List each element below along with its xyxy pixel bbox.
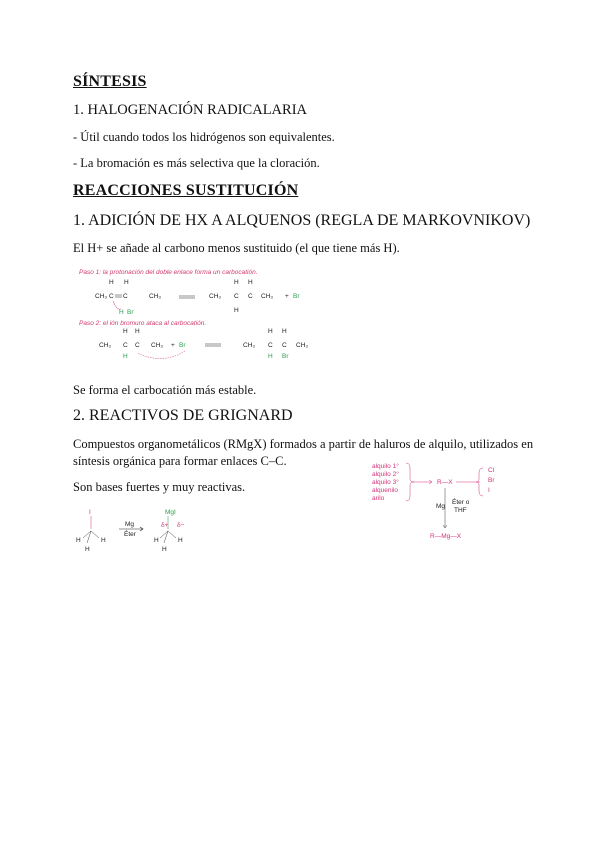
bromide-ion: Br (179, 342, 186, 349)
h-atom: H (154, 537, 159, 544)
h-atom: H (234, 307, 239, 314)
h-atom: H (248, 279, 253, 286)
carbon-atom: C (109, 293, 114, 300)
grignard-description-line1: Compuestos organometálicos (RMgX) formados a partir de haluros de alquilo, utilizados en (73, 437, 534, 451)
carbocation-text: Se forma el carbocatión más estable. (73, 383, 257, 397)
sustitucion-heading: REACCIONES SUSTITUCIÓN (73, 182, 299, 199)
carbon-atom: C (234, 293, 239, 300)
ch3-group: CH₃ (296, 342, 309, 349)
ch3-group: CH₃ (243, 342, 256, 349)
ch3-group: CH₃ (261, 293, 274, 300)
ether-solvent: Éter (124, 531, 136, 538)
alkyl-primary: alquilo 1° (372, 463, 399, 470)
ether-or: Éter o (452, 499, 470, 506)
h-atom: H (123, 328, 128, 335)
plus-sign: + (171, 342, 175, 349)
ch3-group: CH₃ (99, 342, 112, 349)
rx-halide: R—X (437, 479, 453, 486)
ch3-group: CH₃ (151, 342, 164, 349)
grignard-general-scheme (368, 462, 516, 542)
alkyl-tertiary: alquilo 3° (372, 479, 399, 486)
delta-plus: δ+ (161, 522, 169, 529)
h-atom: H (282, 328, 287, 335)
h-atom: H (123, 353, 128, 360)
grignard-formation-figure (73, 505, 203, 557)
sintesis-heading: SÍNTESIS (73, 73, 147, 90)
delta-minus: δ− (177, 522, 185, 529)
h-atom: H (101, 537, 106, 544)
alkenyl: alquenilo (372, 487, 399, 494)
mgi-group: MgI (165, 509, 176, 516)
step1-caption: Paso 1: la protonación del doble enlace forma un carbocatión. (79, 269, 258, 276)
halogen-br: Br (488, 477, 495, 484)
carbon-atom: C (268, 342, 273, 349)
markovnikov-rule-text: El H+ se añade al carbono menos sustituido (el que tiene más H). (73, 241, 400, 255)
carbon-atom: C (282, 342, 287, 349)
section-halogenacion: 1. HALOGENACIÓN RADICALARIA (73, 102, 307, 118)
bromine-atom: Br (127, 309, 134, 316)
h-atom: H (119, 309, 124, 316)
h-atom: H (109, 279, 114, 286)
h-atom: H (234, 279, 239, 286)
h-atom: H (162, 546, 167, 553)
plus-sign: + (285, 293, 289, 300)
h-atom: H (76, 537, 81, 544)
h-atom: H (85, 546, 90, 553)
mg-metal: Mg (436, 503, 446, 510)
bullet-hidrogenos: - Útil cuando todos los hidrógenos son equivalentes. (73, 130, 335, 144)
iodine-atom: I (89, 509, 91, 516)
alkyl-secondary: alquilo 2° (372, 471, 399, 478)
mg-reagent: Mg (125, 521, 135, 528)
aryl: arilo (372, 495, 385, 502)
ch3-group: CH₃ (95, 293, 108, 300)
h-atom: H (268, 353, 273, 360)
h-atom: H (124, 279, 129, 286)
thf-solvent: THF (454, 507, 467, 514)
h-atom: H (135, 328, 140, 335)
step2-caption: Paso 2: el ión bromuro ataca al carbocatión. (79, 320, 207, 327)
carbon-atom: C (123, 342, 128, 349)
ch3-group: CH₃ (209, 293, 222, 300)
section-adicion-hx: 1. ADICIÓN DE HX A ALQUENOS (REGLA DE MARKOVNIKOV) (73, 212, 531, 229)
h-atom: H (268, 328, 273, 335)
section-grignard: 2. REACTIVOS DE GRIGNARD (73, 407, 293, 424)
bromide-ion: Br (293, 293, 300, 300)
halogen-cl: Cl (488, 467, 495, 474)
ch3-group: CH₃ (149, 293, 162, 300)
halogen-i: I (488, 487, 490, 494)
carbon-atom: C (123, 293, 128, 300)
carbon-atom: C (248, 293, 253, 300)
h-atom: H (178, 537, 183, 544)
bullet-bromacion: - La bromación es más selectiva que la cloración. (73, 156, 320, 170)
markovnikov-mechanism-figure (73, 265, 323, 365)
bromine-atom: Br (282, 353, 289, 360)
grignard-description-line2: síntesis orgánica para formar enlaces C–C. (73, 454, 287, 468)
carbon-atom: C (135, 342, 140, 349)
grignard-product: R—Mg—X (430, 533, 462, 540)
grignard-bases-text: Son bases fuertes y muy reactivas. (73, 480, 246, 494)
